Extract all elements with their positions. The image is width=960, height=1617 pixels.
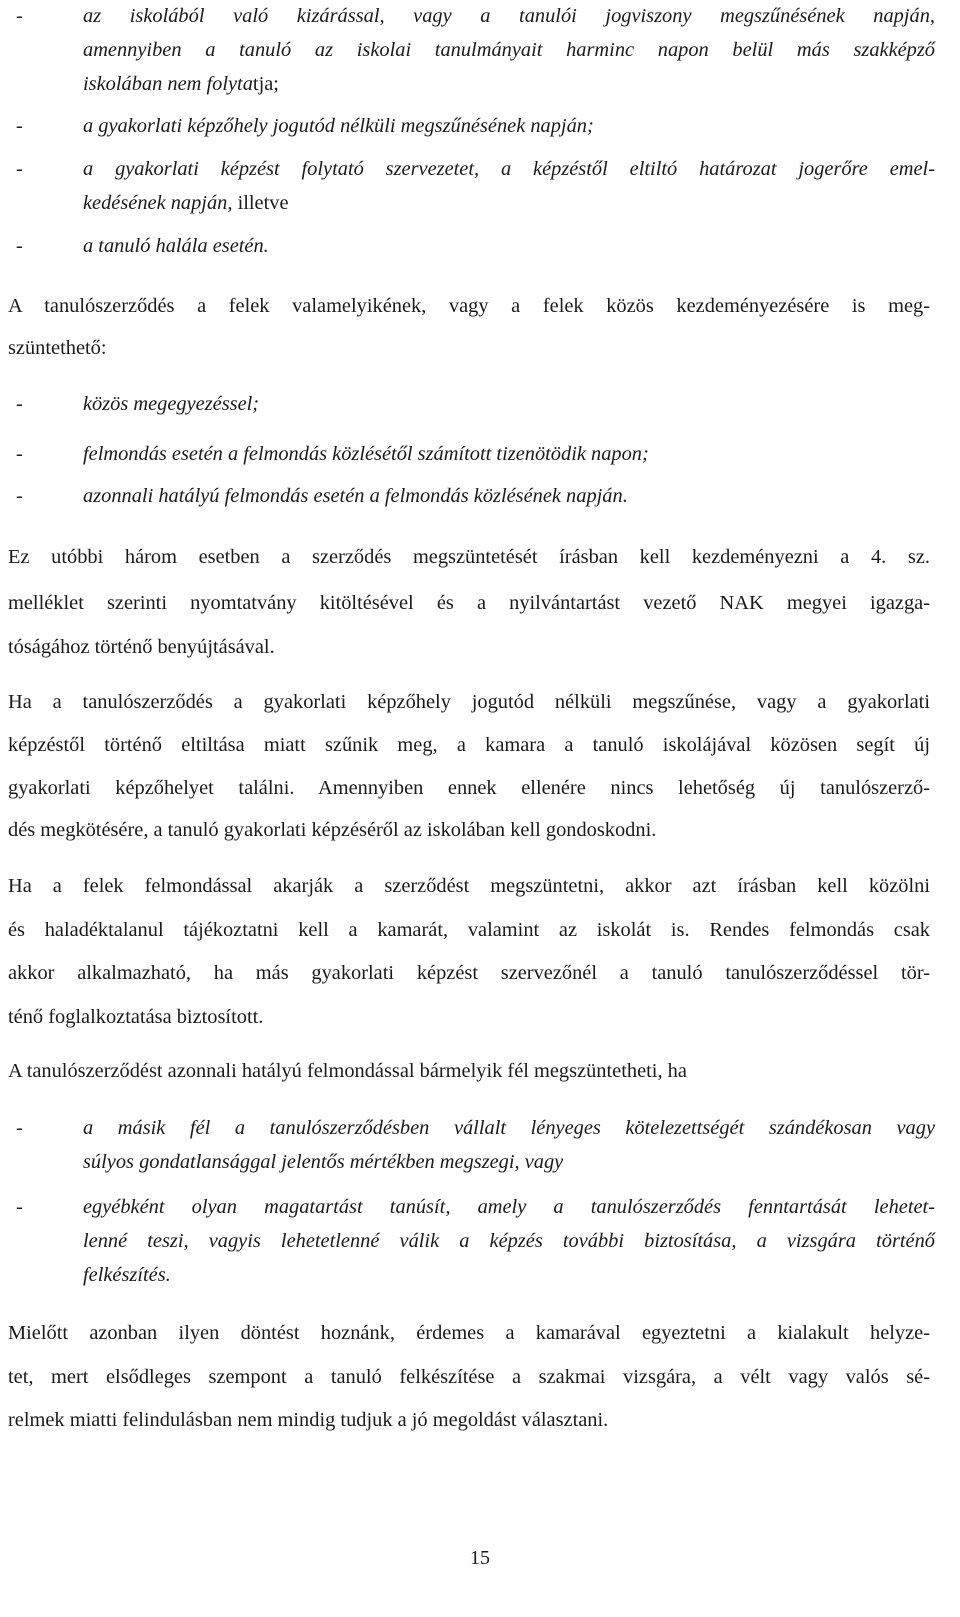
paragraph-line: A tanulószerződés a felek valamelyikének, vagy a felek közös kezdeményezésére is meg- [8,295,930,317]
list-item-line: a tanuló halála esetén. [83,235,269,257]
paragraph-line: A tanulószerződést azonnali hatályú felmondással bármelyik fél megszüntetheti, ha [8,1060,687,1082]
list-item-line: felkészítés. [83,1264,171,1286]
list-item-line: a gyakorlati képzést folytató szervezetet, a képzéstől eltiltó határozat jogerőre emel- [83,158,935,180]
list-item-line: az iskolából való kizárással, vagy a tanulói jogviszony megszűnésének napján, [83,5,935,27]
paragraph-line: akkor alkalmazható, ha más gyakorlati képzést szervezőnél a tanuló tanulószerződéssel tör- [8,962,930,984]
list-item-line: súlyos gondatlansággal jelentős mértékben megszegi, vagy [83,1151,564,1173]
paragraph-line: tet, mert elsődleges szempont a tanuló felkészítése a szakmai vizsgára, a vélt vagy valós sé- [8,1366,930,1388]
paragraph-line: melléklet szerinti nyomtatvány kitöltésével és a nyilvántartást vezető NAK megyei igazga- [8,592,930,614]
list-item-line: kedésének napján, illetve [83,192,289,214]
list-item-line: a másik fél a tanulószerződésben vállalt lényeges kötelezettségét szándékosan vagy [83,1117,935,1139]
paragraph-line: relmek miatti felindulásban nem mindig tudjuk a jó megoldást választani. [8,1409,609,1431]
list-bullet: - [16,235,23,257]
paragraph-line: Mielőtt azonban ilyen döntést hoznánk, érdemes a kamarával egyeztetni a kialakult helyze- [8,1322,930,1344]
list-bullet: - [16,158,23,180]
list-bullet: - [16,1196,23,1218]
paragraph-line: gyakorlati képzőhelyet találni. Amennyiben ennek ellenére nincs lehetőség új tanulószerző- [8,777,930,799]
page-number: 15 [470,1547,490,1569]
paragraph-line: Ez utóbbi három esetben a szerződés megszüntetését írásban kell kezdeményezni a 4. sz. [8,546,930,568]
paragraph-line: ténő foglalkoztatása biztosított. [8,1006,264,1028]
list-item-line: közös megegyezéssel; [83,393,260,415]
paragraph-line: és haladéktalanul tájékoztatni kell a kamarát, valamint az iskolát is. Rendes felmondás csak [8,919,930,941]
paragraph-line: szüntethető: [8,337,107,359]
list-item-line: azonnali hatályú felmondás esetén a felmondás közlésének napján. [83,485,628,507]
list-item-line: lenné teszi, vagyis lehetetlenné válik a képzés további biztosítása, a vizsgára történő [83,1230,935,1252]
list-bullet: - [16,5,23,27]
list-item-line: egyébként olyan magatartást tanúsít, amely a tanulószerződés fenntartását lehetet- [83,1196,935,1218]
list-item-line: amennyiben a tanuló az iskolai tanulmányait harminc napon belül más szakképző [83,39,935,61]
paragraph-line: Ha a tanulószerződés a gyakorlati képzőhely jogutód nélküli megszűnése, vagy a gyakorlati [8,691,930,713]
list-bullet: - [16,115,23,137]
list-bullet: - [16,443,23,465]
paragraph-line: képzéstől történő eltiltása miatt szűnik meg, a kamara a tanuló iskolájával közösen segít új [8,734,930,756]
paragraph-line: tóságához történő benyújtásával. [8,636,275,658]
list-bullet: - [16,485,23,507]
list-item-line: felmondás esetén a felmondás közlésétől számított tizenötödik napon; [83,443,649,465]
paragraph-line: dés megkötésére, a tanuló gyakorlati képzéséről az iskolában kell gondoskodni. [8,819,657,841]
list-bullet: - [16,1117,23,1139]
paragraph-line: Ha a felek felmondással akarják a szerződést megszüntetni, akkor azt írásban kell közölni [8,875,930,897]
list-item-line: iskolában nem folytatja; [83,73,279,95]
list-item-line: a gyakorlati képzőhely jogutód nélküli megszűnésének napján; [83,115,594,137]
list-bullet: - [16,393,23,415]
